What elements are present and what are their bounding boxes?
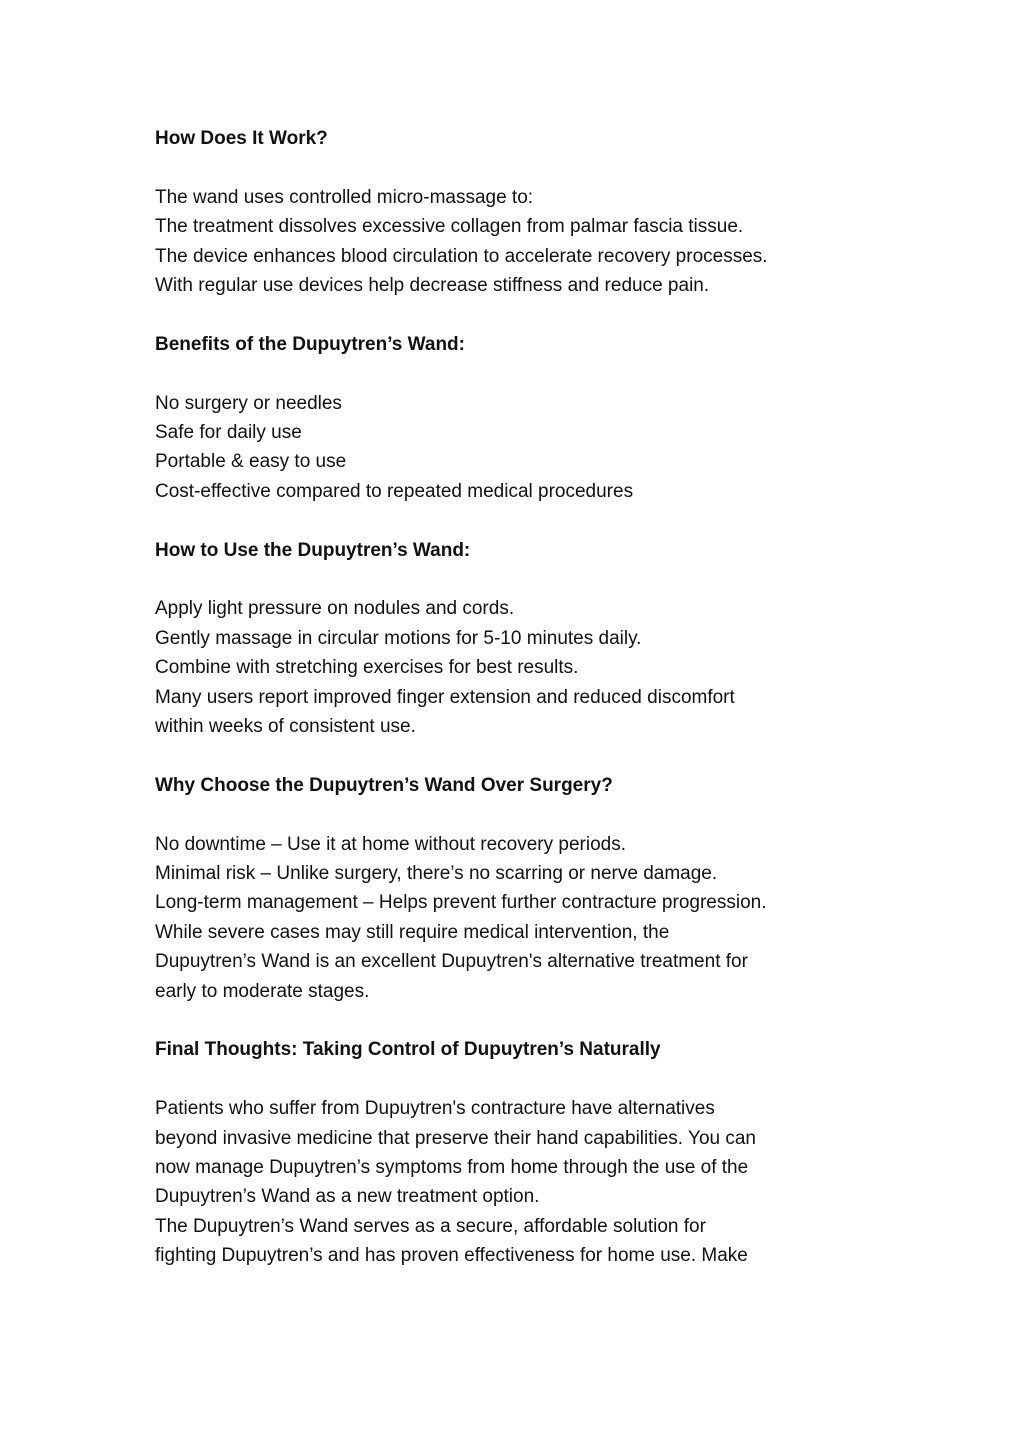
paragraph-line: The device enhances blood circulation to accelerate recovery processes. bbox=[155, 245, 768, 267]
list-item: Cost-effective compared to repeated medical procedures bbox=[155, 480, 634, 502]
spacer bbox=[155, 800, 915, 829]
section-benefits bbox=[155, 330, 915, 506]
paragraph-line: Minimal risk – Unlike surgery, there’s no scarring or nerve damage. bbox=[155, 863, 718, 885]
section-heading: How to Use the Dupuytren’s Wand: bbox=[155, 539, 471, 561]
section-heading: Final Thoughts: Taking Control of Dupuytren’s Naturally bbox=[155, 1039, 661, 1061]
section-heading: How Does It Work? bbox=[155, 128, 328, 149]
paragraph-line: Patients who suffer from Dupuytren's contracture have alternatives bbox=[155, 1098, 715, 1120]
paragraph-line: The wand uses controlled micro-massage to: bbox=[155, 186, 534, 208]
spacer bbox=[155, 741, 915, 770]
paragraph-line: within weeks of consistent use. bbox=[155, 716, 416, 738]
paragraph-line: The Dupuytren’s Wand serves as a secure, affordable solution for bbox=[155, 1215, 706, 1237]
paragraph-line: No downtime – Use it at home without recovery periods. bbox=[155, 833, 626, 855]
paragraph-line: now manage Dupuytren’s symptoms from home through the use of the bbox=[155, 1157, 749, 1179]
spacer bbox=[155, 1065, 915, 1094]
section-heading: Why Choose the Dupuytren’s Wand Over Surgery? bbox=[155, 774, 613, 796]
spacer bbox=[155, 359, 915, 388]
section-why-choose bbox=[155, 771, 915, 1006]
document-page bbox=[155, 124, 915, 1271]
spacer bbox=[155, 153, 915, 182]
paragraph-line: Dupuytren’s Wand is an excellent Dupuytren's alternative treatment for bbox=[155, 951, 748, 973]
spacer bbox=[155, 1006, 915, 1035]
spacer bbox=[155, 565, 915, 594]
paragraph-line: With regular use devices help decrease stiffness and reduce pain. bbox=[155, 275, 710, 297]
paragraph-line: The treatment dissolves excessive collagen from palmar fascia tissue. bbox=[155, 216, 744, 238]
paragraph-line: fighting Dupuytren’s and has proven effectiveness for home use. Make bbox=[155, 1245, 748, 1267]
paragraph-line: Many users report improved finger extension and reduced discomfort bbox=[155, 686, 735, 708]
paragraph-line: early to moderate stages. bbox=[155, 980, 370, 1002]
paragraph-line: Long-term management – Helps prevent further contracture progression. bbox=[155, 892, 767, 914]
spacer bbox=[155, 506, 915, 535]
paragraph-line: Dupuytren’s Wand as a new treatment option. bbox=[155, 1186, 540, 1208]
section-how-it-works bbox=[155, 124, 915, 300]
list-item: No surgery or needles bbox=[155, 392, 342, 414]
list-item: Portable & easy to use bbox=[155, 451, 347, 473]
paragraph-line: Gently massage in circular motions for 5-10 minutes daily. bbox=[155, 627, 642, 649]
section-final-thoughts bbox=[155, 1035, 915, 1270]
paragraph-line: While severe cases may still require medical intervention, the bbox=[155, 921, 670, 943]
list-item: Safe for daily use bbox=[155, 422, 302, 444]
paragraph-line: Combine with stretching exercises for best results. bbox=[155, 657, 579, 679]
section-heading: Benefits of the Dupuytren’s Wand: bbox=[155, 333, 465, 355]
paragraph-line: beyond invasive medicine that preserve their hand capabilities. You can bbox=[155, 1127, 756, 1149]
spacer bbox=[155, 300, 915, 329]
section-how-to-use bbox=[155, 536, 915, 742]
paragraph-line: Apply light pressure on nodules and cords. bbox=[155, 598, 515, 620]
